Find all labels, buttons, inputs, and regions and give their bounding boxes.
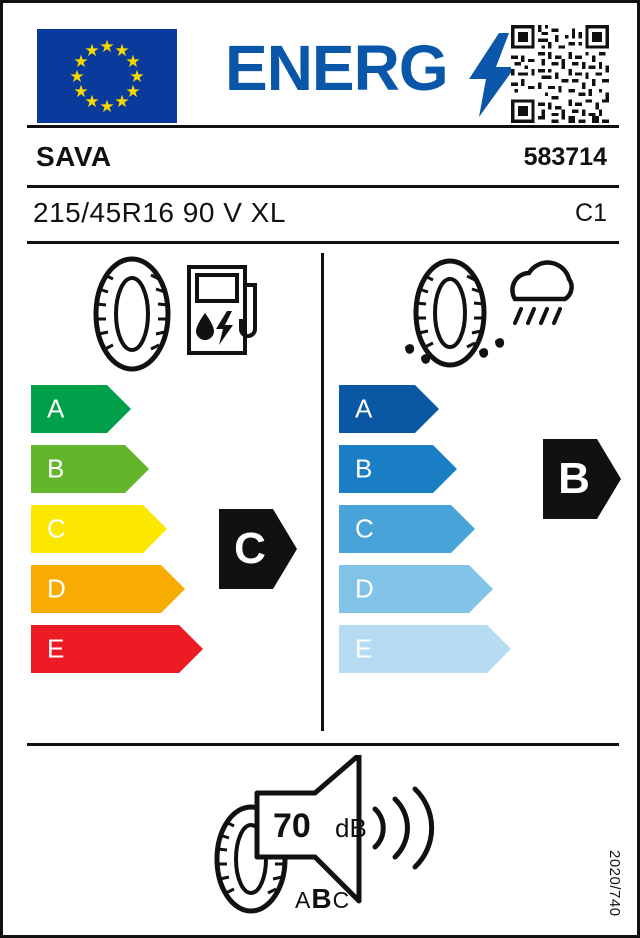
grade-arrow-a [31,385,131,433]
label-header [3,3,637,125]
grade-letter: B [355,453,373,484]
noise-class-c: C [332,887,351,913]
grade-letter: D [47,573,66,604]
grade-letter: E [355,633,373,664]
noise-value: 70 [273,807,311,845]
tyre-size: 215/45R16 90 V XL [33,197,286,228]
grade-letter: C [47,513,66,544]
eu-star-icon: ★ [125,81,141,101]
wet-grip-pictogram [393,255,583,377]
eu-star-icon: ★ [69,66,85,86]
fuel-drop-icon [196,311,233,345]
grade-arrow-a [339,385,439,433]
noise-class-scale [295,883,350,915]
eu-star-icon: ★ [129,66,145,86]
noise-section [199,755,459,925]
tyre-model-code: 583714 [523,143,607,171]
eu-star-icon: ★ [125,51,141,71]
eu-star-icon: ★ [73,81,89,101]
fuel-efficiency-rating [219,509,297,589]
noise-unit: dB [335,813,367,843]
wet-grip-rating [543,439,621,519]
eu-flag-icon [37,29,177,123]
fuel-efficiency-rating-letter: C [234,524,266,573]
wet-grip-rating-letter: B [558,454,590,503]
grade-letter: E [47,633,65,664]
lightning-bolt-icon [469,33,515,117]
eu-star-icon: ★ [84,92,100,112]
grade-letter: D [355,573,374,604]
fuel-efficiency-pictogram [85,255,265,373]
eu-star-icon: ★ [114,40,130,60]
eu-star-icon: ★ [84,40,100,60]
manufacturer-name: SAVA [36,141,112,172]
tyre-splash-icon [405,261,504,365]
grade-letter: B [47,453,65,484]
regulation-reference: 2020/740 [606,850,623,917]
qr-code-icon [511,25,609,123]
eu-star-icon: ★ [99,96,115,116]
noise-class-b: B [311,883,333,914]
eu-star-icon: ★ [99,36,115,56]
tyre-icon [96,259,168,369]
divider-4 [27,743,619,746]
tyre-class-code: C1 [575,199,607,227]
page-title: ENERG [225,32,448,104]
divider-3 [27,241,619,244]
divider-2 [27,185,619,188]
grade-letter: C [355,513,374,544]
vertical-divider [321,253,324,731]
eu-star-icon: ★ [73,51,89,71]
rain-cloud-icon [512,263,571,323]
grade-letter: A [47,393,65,424]
eu-star-icon: ★ [114,92,130,112]
grade-letter: A [355,393,373,424]
noise-class-a: A [295,887,312,913]
divider-1 [27,125,619,128]
